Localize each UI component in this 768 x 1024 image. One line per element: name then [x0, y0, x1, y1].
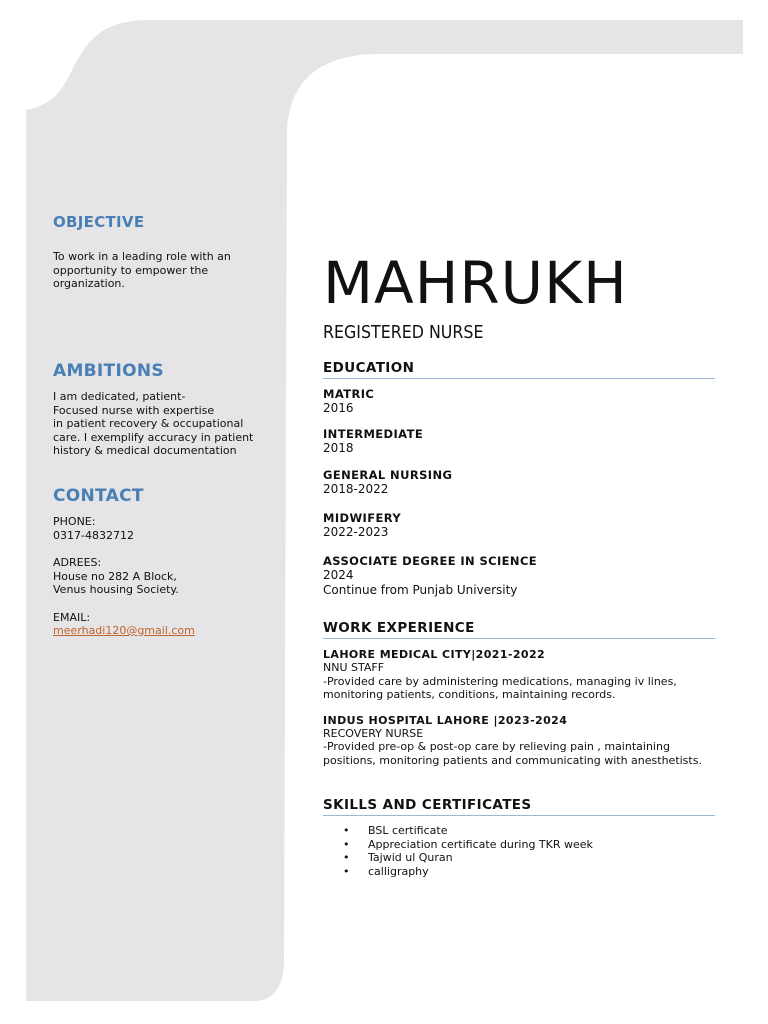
- work-description: -Provided pre-op & post-op care by relieving pain , maintaining: [323, 740, 670, 753]
- ambitions-line: I am dedicated, patient-: [53, 390, 186, 403]
- work-heading: LAHORE MEDICAL CITY|2021-2022: [323, 648, 546, 661]
- work-heading: INDUS HOSPITAL LAHORE |2023-2024: [323, 713, 568, 727]
- ambitions-title: AMBITIONS: [53, 361, 164, 381]
- bullet-icon: •: [343, 851, 350, 864]
- work-position: RECOVERY NURSE: [323, 726, 424, 740]
- skill-item: • BSL certificate: [343, 824, 448, 837]
- work-description: positions, monitoring patients and communicating with anesthetists.: [323, 753, 702, 767]
- address-label: ADREES:: [53, 556, 102, 569]
- ambitions-line: Focused nurse with expertise: [53, 403, 215, 417]
- skills-list: [323, 824, 715, 878]
- ambitions-line: history & medical documentation: [53, 444, 237, 457]
- education-item: [323, 554, 715, 598]
- education-item: [323, 427, 715, 456]
- education-year: 2022-2023: [323, 525, 389, 539]
- education-degree: GENERAL NURSING: [323, 468, 453, 482]
- education-degree: MATRIC: [323, 387, 375, 401]
- objective-text: To work in a leading role with an opportunity to empower the organization.: [53, 250, 231, 290]
- education-item: [323, 387, 715, 416]
- work-position: NNU STAFF: [323, 661, 385, 674]
- bullet-icon: •: [343, 824, 350, 837]
- skills-title: SKILLS AND CERTIFICATES: [323, 797, 715, 816]
- education-year: 2024: [323, 568, 354, 582]
- work-item: [323, 714, 715, 768]
- phone-label: PHONE:: [53, 515, 96, 528]
- work-title: WORK EXPERIENCE: [323, 620, 715, 639]
- objective-title: OBJECTIVE: [53, 213, 145, 231]
- skills-section: [323, 797, 715, 878]
- education-year: 2018-2022: [323, 482, 389, 496]
- education-degree: MIDWIFERY: [323, 511, 402, 525]
- skill-item: • Appreciation certificate during TKR week: [343, 837, 593, 851]
- education-note: Continue from Punjab University: [323, 583, 518, 597]
- education-degree: ASSOCIATE DEGREE IN SCIENCE: [323, 554, 538, 568]
- education-year: 2018: [323, 441, 354, 455]
- education-section: [323, 360, 715, 598]
- name-heading: MAHRUKH: [323, 249, 628, 317]
- bullet-icon: •: [343, 864, 350, 878]
- education-item: [323, 468, 715, 497]
- work-description: -Provided care by administering medications, managing iv lines,: [323, 674, 677, 688]
- bullet-icon: •: [343, 837, 350, 851]
- email-label: EMAIL:: [53, 610, 91, 624]
- education-year: 2016: [323, 401, 354, 415]
- skill-item: • Tajwid ul Quran: [343, 851, 453, 864]
- address-line-1: House no 282 A Block,: [53, 569, 177, 583]
- work-description: monitoring patients, conditions, maintaining records.: [323, 688, 616, 701]
- education-degree: INTERMEDIATE: [323, 427, 424, 441]
- work-item: [323, 648, 715, 702]
- phone-value: 0317-4832712: [53, 528, 134, 542]
- ambitions-line: in patient recovery & occupational: [53, 417, 244, 430]
- skill-item: • calligraphy: [343, 864, 429, 878]
- ambitions-line: care. I exemplify accuracy in patient: [53, 430, 254, 444]
- work-section: [323, 620, 715, 767]
- email-link[interactable]: meerhadi120@gmail.com: [53, 624, 195, 637]
- role-subtitle: REGISTERED NURSE: [323, 322, 484, 343]
- address-line-2: Venus housing Society.: [53, 583, 179, 596]
- education-item: [323, 511, 715, 540]
- education-title: EDUCATION: [323, 360, 715, 379]
- contact-title: CONTACT: [53, 486, 144, 506]
